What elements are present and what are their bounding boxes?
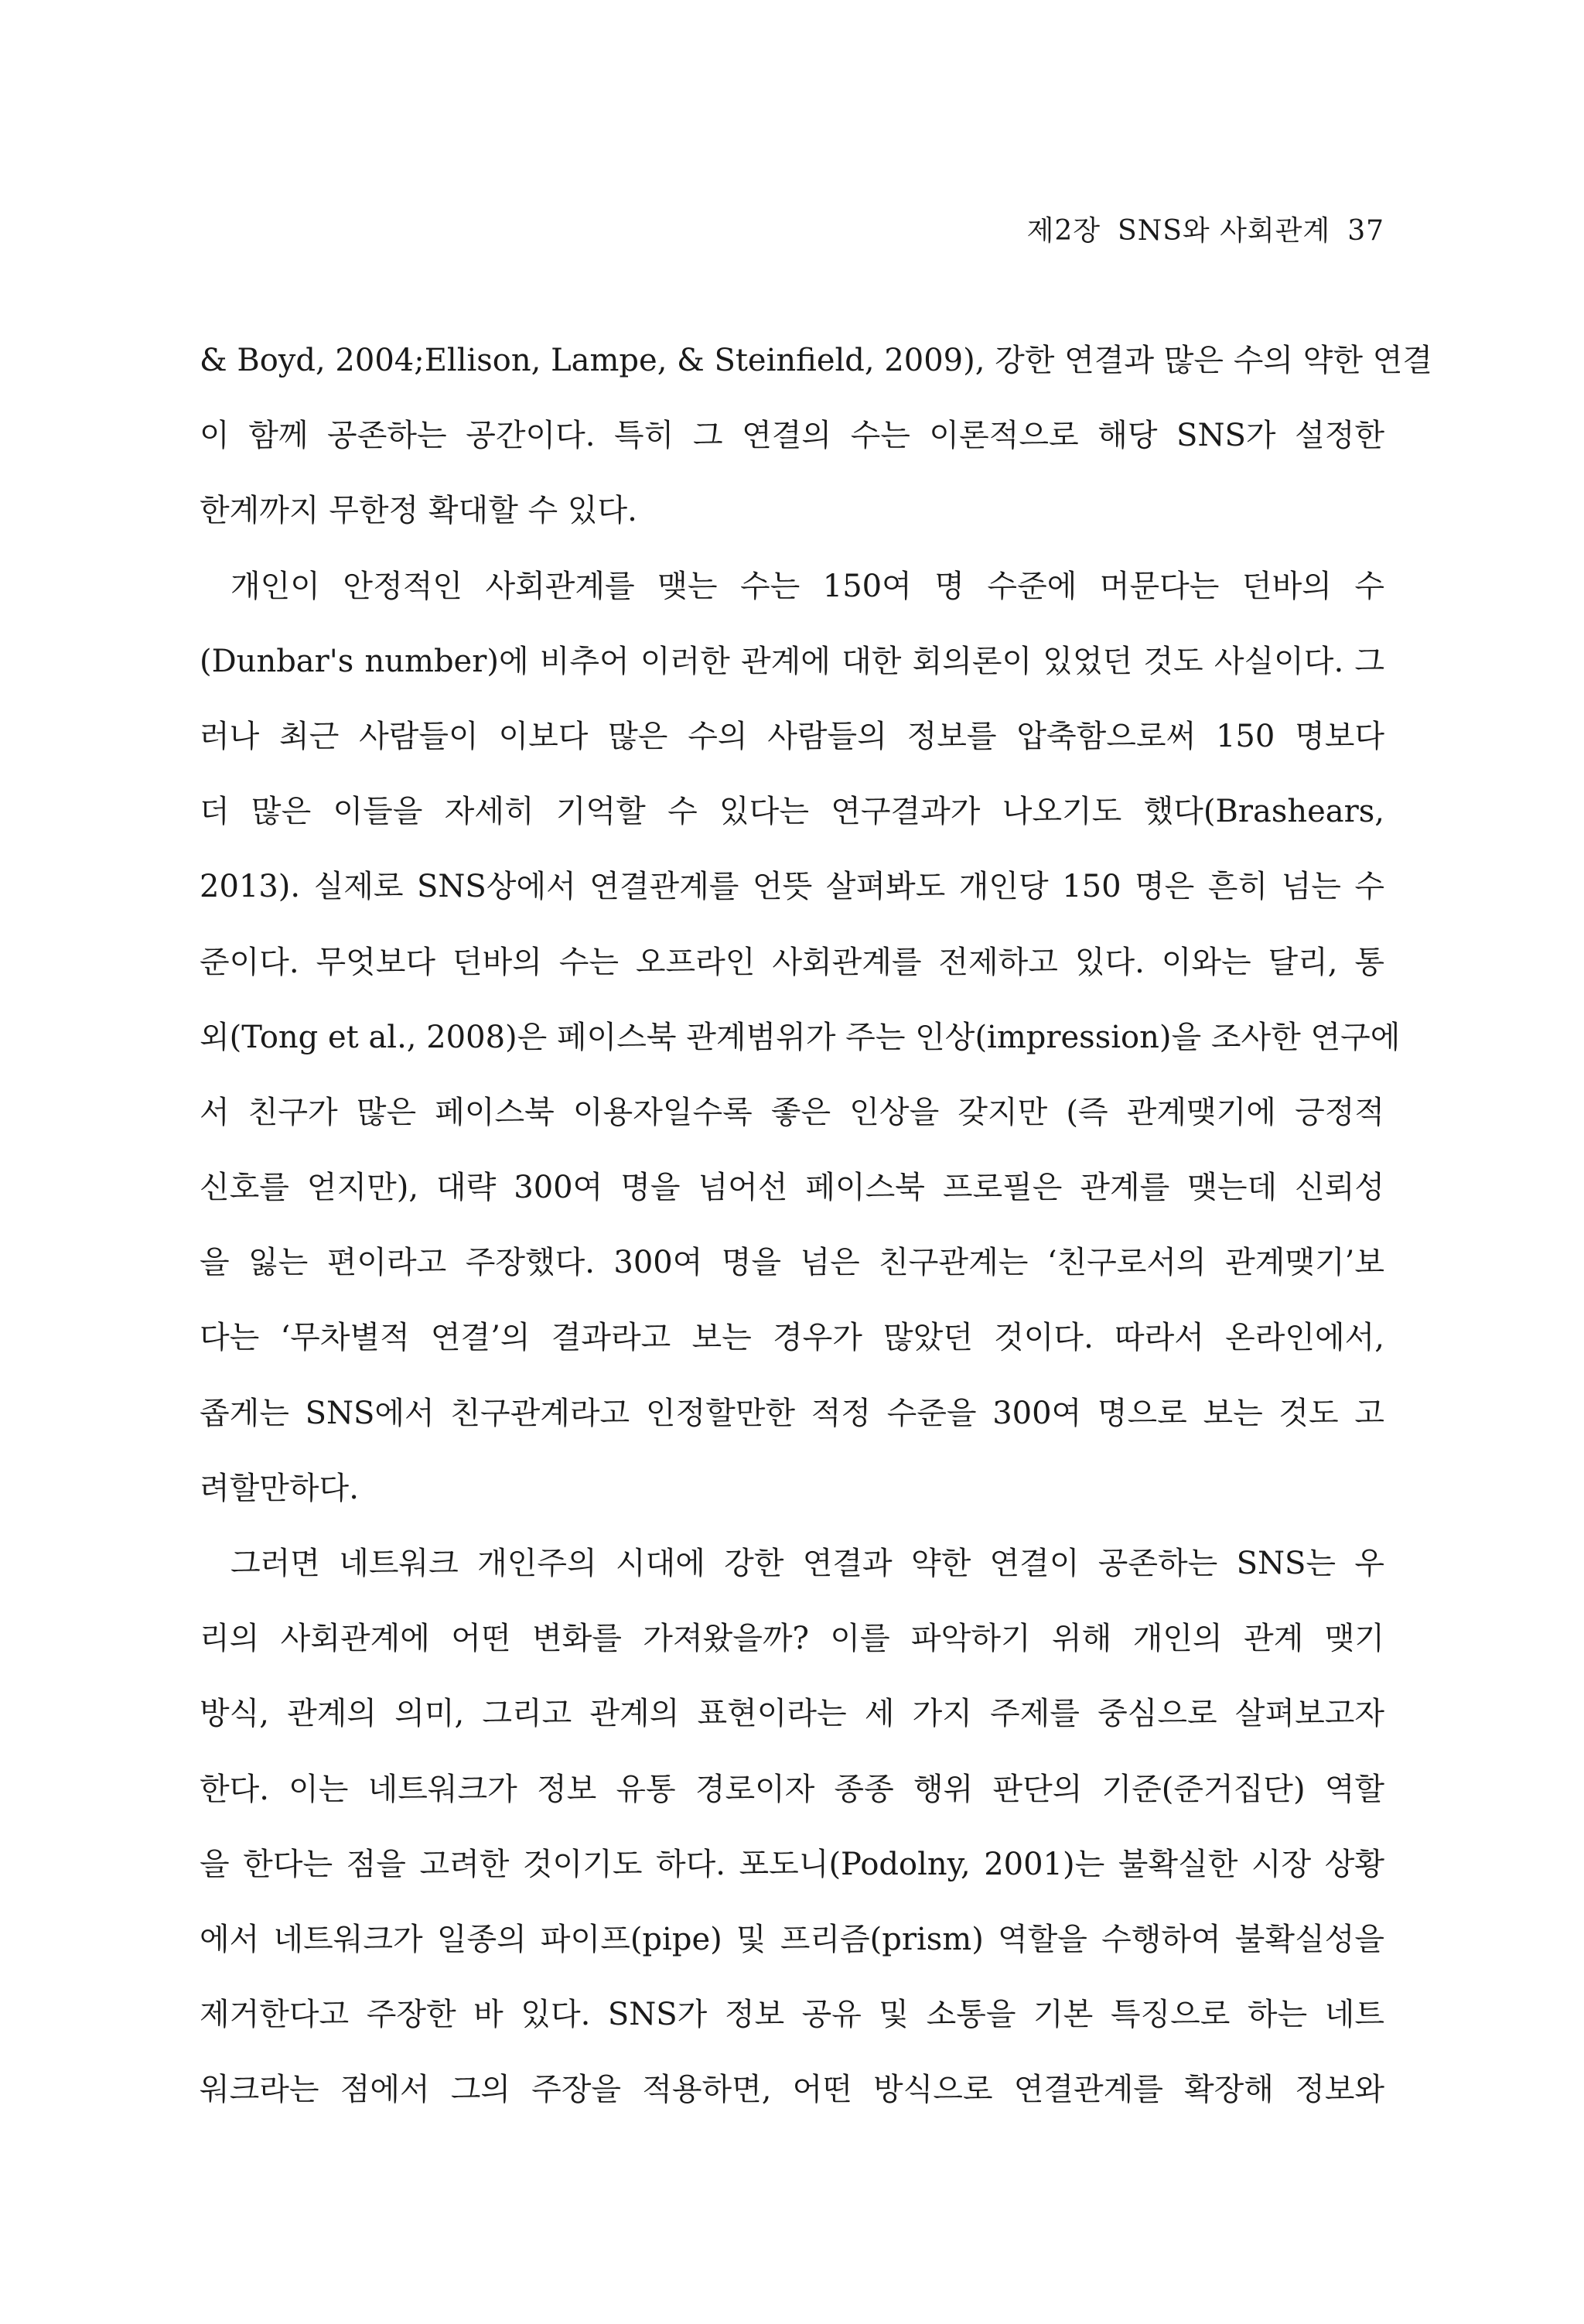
- text-line: 외(Tong et al., 2008)은 페이스북 관계범위가 주는 인상(impression)을 조사한 연구에: [200, 1019, 1401, 1055]
- text-line: 을 잃는 편이라고 주장했다. 300여 명을 넘은 친구관계는 ‘친구로서의 관계맺기’보: [200, 1245, 1384, 1281]
- text-line: 좁게는 SNS에서 친구관계라고 인정할만한 적정 수준을 300여 명으로 보는 것도 고: [200, 1395, 1384, 1431]
- text-line: 에서 네트워크가 일종의 파이프(pipe) 및 프리즘(prism) 역할을 수행하여 불확실성을: [200, 1921, 1384, 1957]
- text-line: 한계까지 무한정 확대할 수 있다.: [200, 493, 637, 529]
- text-line: 2013). 실제로 SNS상에서 연결관계를 언뜻 살펴봐도 개인당 150 명은 흔히 넘는 수: [200, 869, 1384, 905]
- text-line: 을 한다는 점을 고려한 것이기도 하다. 포도니(Podolny, 2001)는 불확실한 시장 상황: [200, 1846, 1384, 1882]
- text-line: 이 함께 공존하는 공간이다. 특히 그 연결의 수는 이론적으로 해당 SNS가 설정한: [200, 418, 1384, 454]
- text-line: 신호를 얻지만), 대략 300여 명을 넘어선 페이스북 프로필은 관계를 맺는데 신뢰성: [200, 1170, 1384, 1206]
- chapter-label: 제2장: [1026, 215, 1101, 247]
- text-line: 서 친구가 많은 페이스북 이용자일수록 좋은 인상을 갖지만 (즉 관계맺기에 긍정적: [200, 1094, 1384, 1130]
- text-line: 그러면 네트워크 개인주의 시대에 강한 연결과 약한 연결이 공존하는 SNS는 우: [230, 1546, 1384, 1581]
- text-line: & Boyd, 2004;Ellison, Lampe, & Steinfield, 2009), 강한 연결과 많은 수의 약한 연결: [200, 343, 1433, 378]
- text-line: (Dunbar's number)에 비추어 이러한 관계에 대한 회의론이 있었던 것도 사실이다. 그: [200, 643, 1384, 679]
- text-line: 려할만하다.: [200, 1470, 359, 1506]
- text-line: 워크라는 점에서 그의 주장을 적용하면, 어떤 방식으로 연결관계를 확장해 정보와: [200, 2072, 1384, 2108]
- text-line: 방식, 관계의 의미, 그리고 관계의 표현이라는 세 가지 주제를 중심으로 살펴보고자: [200, 1696, 1384, 1732]
- text-line: 더 많은 이들을 자세히 기억할 수 있다는 연구결과가 나오기도 했다(Brashears,: [200, 794, 1384, 830]
- chapter-title: SNS와 사회관계: [1118, 215, 1331, 247]
- text-line: 러나 최근 사람들이 이보다 많은 수의 사람들의 정보를 압축함으로써 150 명보다: [200, 718, 1384, 754]
- text-line: 제거한다고 주장한 바 있다. SNS가 정보 공유 및 소통을 기본 특징으로 하는 네트: [200, 1997, 1384, 2033]
- page-number: 37: [1347, 215, 1384, 247]
- text-line: 개인이 안정적인 사회관계를 맺는 수는 150여 명 수준에 머문다는 던바의 수: [230, 568, 1384, 604]
- text-line: 준이다. 무엇보다 던바의 수는 오프라인 사회관계를 전제하고 있다. 이와는 달리, 통: [200, 944, 1384, 980]
- body-text: [200, 323, 1433, 2128]
- running-header: [1010, 209, 1384, 248]
- text-line: 한다. 이는 네트워크가 정보 유통 경로이자 종종 행위 판단의 기준(준거집단) 역할: [200, 1771, 1384, 1807]
- text-line: 다는 ‘무차별적 연결’의 결과라고 보는 경우가 많았던 것이다. 따라서 온라인에서,: [200, 1320, 1384, 1356]
- text-line: 리의 사회관계에 어떤 변화를 가져왔을까? 이를 파악하기 위해 개인의 관계 맺기: [200, 1621, 1384, 1657]
